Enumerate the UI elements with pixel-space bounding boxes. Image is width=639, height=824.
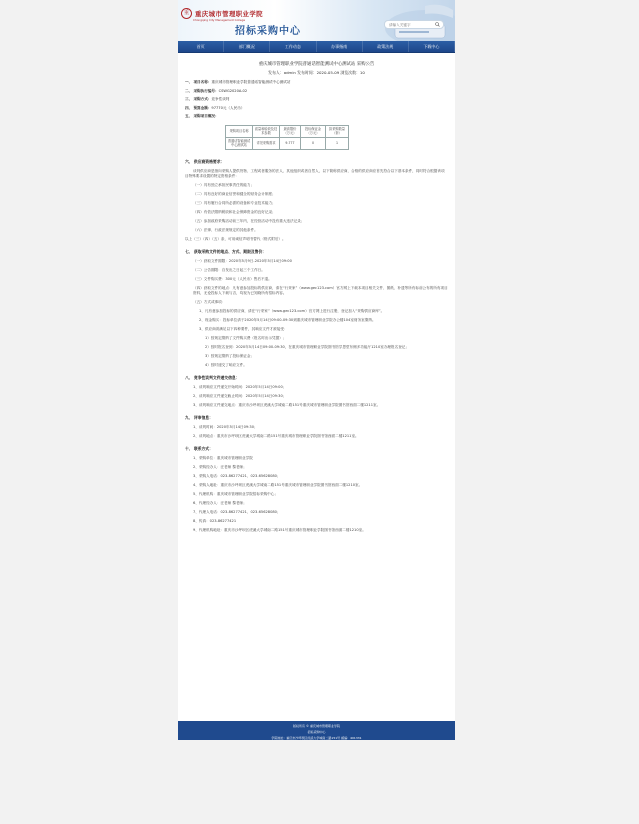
contact-item: 3、采购人电话：023-86277421、023-65628080； — [193, 473, 281, 478]
acquisition-subitem: 4）按时递交了响应文件。 — [205, 362, 247, 367]
contact-item: 4、采购人地址：重庆市沙坪坝区虎溪大学城南二路151号重庆城市管理职业学院图书馆西面二楼1210室。 — [193, 482, 363, 487]
table-cell: 普通话智能测试中心测试站 — [226, 137, 253, 149]
procurement-method-value: 竞争性谈判 — [211, 97, 230, 102]
project-overview-row — [185, 114, 448, 119]
nav-item-home[interactable]: 首页 — [178, 41, 224, 52]
evaluation-item: 2、谈判地点：重庆市沙坪坝区虎溪大学城南二路151号重庆城市管理职业学院图书馆西面二楼1211室。 — [193, 433, 359, 438]
budget-label: 四、 预算金额： — [185, 105, 212, 110]
footer-dept: 招标采购中心 — [307, 730, 326, 734]
submission-item: 3、谈判响应文件递交地点：重庆市沙坪坝区虎溪大学城南二路151号重庆城市管理职业学院图书馆西面二楼1211室。 — [193, 402, 381, 407]
qualification-item: （六）法律、行政法规规定的其他条件。 — [193, 227, 258, 232]
table-row — [226, 137, 349, 149]
qualification-item: （二）具有良好的商业信誉和健全的财务会计制度； — [193, 191, 276, 196]
project-code-label: 二、 采购执行编号： — [185, 88, 219, 93]
submission-heading: 八、 竞争性谈判文件递交信息： — [185, 374, 240, 380]
table-cell: 1 — [326, 137, 349, 149]
contact-item: 5、代理机构：重庆城市管理职业学院招标采购中心； — [193, 491, 278, 496]
acquisition-subitem: 1、凡有意参加投标的供应商，请在“行采家”（www.gec123.com）官方网上进行注册，登记加入“采购供应商库”。 — [199, 308, 385, 313]
procurement-method-label: 三、 采购方式： — [185, 97, 212, 102]
school-name: 重庆城市管理职业学院 — [195, 10, 263, 18]
main-nav — [178, 41, 455, 53]
acquisition-subitem: 1）按规定缴纳了文件购买费（报名时出示凭据）； — [205, 335, 287, 340]
site-header — [178, 0, 455, 41]
contact-item: 9、代理机构地址：重庆市沙坪坝区虎溪大学城南二路151号重庆城市管理职业学院图书馆西面二楼1210室。 — [193, 527, 366, 532]
qualification-item: （四）有依法缴纳税收和社会保障资金的良好记录； — [193, 209, 276, 214]
project-name-value: 重庆城市管理职业学院普通话智能测试中心测试站 — [211, 80, 291, 84]
table-header-cell: 采购项目名称 — [226, 125, 253, 137]
contact-item: 7、代理人电话：023-86277421、023-65628080； — [193, 509, 281, 514]
contact-item: 8、传真：023-86277421 — [193, 518, 237, 523]
project-code-row — [185, 89, 448, 94]
acquisition-subitem: 3）按规定缴纳了投标保证金； — [205, 353, 255, 358]
article-content — [178, 53, 455, 533]
acquisition-item: （三）文件购买费：300元（人民币）售后不退。 — [193, 276, 272, 281]
site-footer — [178, 721, 455, 740]
qualification-item: （三）具有履行合同所必需的设备和专业技术能力； — [193, 200, 276, 205]
school-name-en: Chongqing City Management College — [193, 18, 246, 22]
budget-value: 97770元（人民币） — [211, 105, 245, 110]
acquisition-item: （五）方式或事项： — [193, 299, 226, 304]
procurement-method-row — [185, 97, 448, 102]
contact-item: 2、采购经办人：汪老师 黎老师； — [193, 464, 247, 469]
table-header-cell: 最高限价（万元） — [280, 125, 301, 137]
nav-item-policy[interactable]: 政策法规 — [363, 41, 409, 52]
nav-item-guide[interactable]: 办事指南 — [317, 41, 363, 52]
search-box[interactable] — [384, 20, 444, 29]
site-title: 招标采购中心 — [235, 26, 301, 37]
document-acquisition-heading: 七、 获取采购文件的地点、方式、期限及售价： — [185, 248, 267, 254]
table-cell: 9.777 — [280, 137, 301, 149]
nav-item-download[interactable]: 下载中心 — [409, 41, 455, 52]
qualification-intro: 谈判供应商是指向采购人提供货物、工程或者服务的法人、其他组织或者自然人，以下简称供应商，合格的供应商应首先符合以下基本条件，同时符合根据该项目特殊要求设置的特定资格条件： — [185, 168, 445, 178]
acquisition-item: （二）公告期限：自发出之日起三个工作日。 — [193, 267, 265, 272]
qualification-heading: 六、 供应商资格要求： — [185, 158, 225, 164]
submission-item: 2、谈判响应文件递交截止时间：2020年5月14日09:30； — [193, 393, 287, 398]
search-icon[interactable] — [434, 21, 441, 28]
school-logo[interactable] — [181, 8, 263, 22]
project-code-value: CSWG2020A-02 — [218, 88, 248, 93]
table-header-cell: 质量和验收及技术参数 — [253, 125, 280, 137]
contact-heading: 十、 联系方式： — [185, 445, 213, 451]
page-container — [178, 0, 455, 740]
acquisition-item: （一）获取文件期限：2020年5月9日-2020年5月14日09:00 — [193, 258, 292, 263]
project-name-row — [185, 80, 448, 85]
project-overview-label: 五、 采购项目概况： — [185, 114, 219, 119]
search-input[interactable] — [385, 21, 434, 28]
project-table — [225, 125, 349, 150]
table-header-cell: 投标保证金（万元） — [301, 125, 326, 137]
footer-copyright: 版权所有 © 重庆城市管理职业学院 — [293, 724, 340, 728]
acquisition-subitem: 2）按时报名登到：2020年5月14日09:00-09:30，在重庆城市管理职业学院图书馆学思堂东侧多功能厅1210室办理报名登记； — [205, 344, 409, 349]
school-seal-icon: 重 — [181, 8, 192, 19]
budget-row — [185, 106, 448, 111]
acquisition-subitem: 3、供应商须满足以下四种要件，其响应文件才被接受： — [199, 326, 288, 331]
qualification-note: 以上（三）（四）（五）条，可用诚信声明书替代（格式附后）。 — [185, 236, 286, 241]
nav-item-news[interactable]: 工作动态 — [270, 41, 316, 52]
project-name-label: 一、 项目名称： — [185, 80, 212, 84]
nav-item-about[interactable]: 部门概况 — [224, 41, 270, 52]
acquisition-item: （四）获取文件的地点：凡有意参加投标的供应商，请在“行采家”（www.gec123.com）官方网上下载本项目相关文件、图纸、补遗等所有标前公布的所有项目资料，无论投标人下载与否，均视为已知晓所有招标内容。 — [193, 285, 448, 295]
table-cell: 0 — [301, 137, 326, 149]
acquisition-subitem: 2、现金购买：投标单位请于2020年5月14日09:00-09:30到重庆城市管理职业学院办公楼104室财务室缴纳。 — [199, 317, 376, 322]
evaluation-item: 1、谈判时间：2020年5月14日09:30； — [193, 424, 258, 429]
qualification-item: （一）具有独立承担民事责任的能力； — [193, 182, 255, 187]
table-header-cell: 拟采购数量（套） — [326, 125, 349, 137]
table-cell: 详见采购需求 — [253, 137, 280, 149]
submission-item: 1、谈判响应文件递交开始时间：2020年5月14日09:00； — [193, 384, 287, 389]
article-title: 重庆城市管理职业学院普通话智能测试中心测试站 采购公告 — [258, 62, 375, 67]
table-header-row — [226, 125, 349, 137]
contact-item: 1、采购单位：重庆城市管理职业学院 — [193, 455, 253, 460]
evaluation-heading: 九、 评审信息： — [185, 414, 213, 420]
footer-address: 学院地址：重庆市沙坪坝区虎溪大学城南二路151号 邮编：401331 — [271, 736, 362, 740]
contact-item: 6、代理经办人：汪老师 黎老师； — [193, 500, 247, 505]
qualification-item: （五）参加政府采购活动前三年内，在经营活动中没有重大违法记录； — [193, 218, 305, 223]
article-meta: 发布人：admin 发布时间：2020-05-09 浏览次数：10 — [268, 70, 365, 75]
